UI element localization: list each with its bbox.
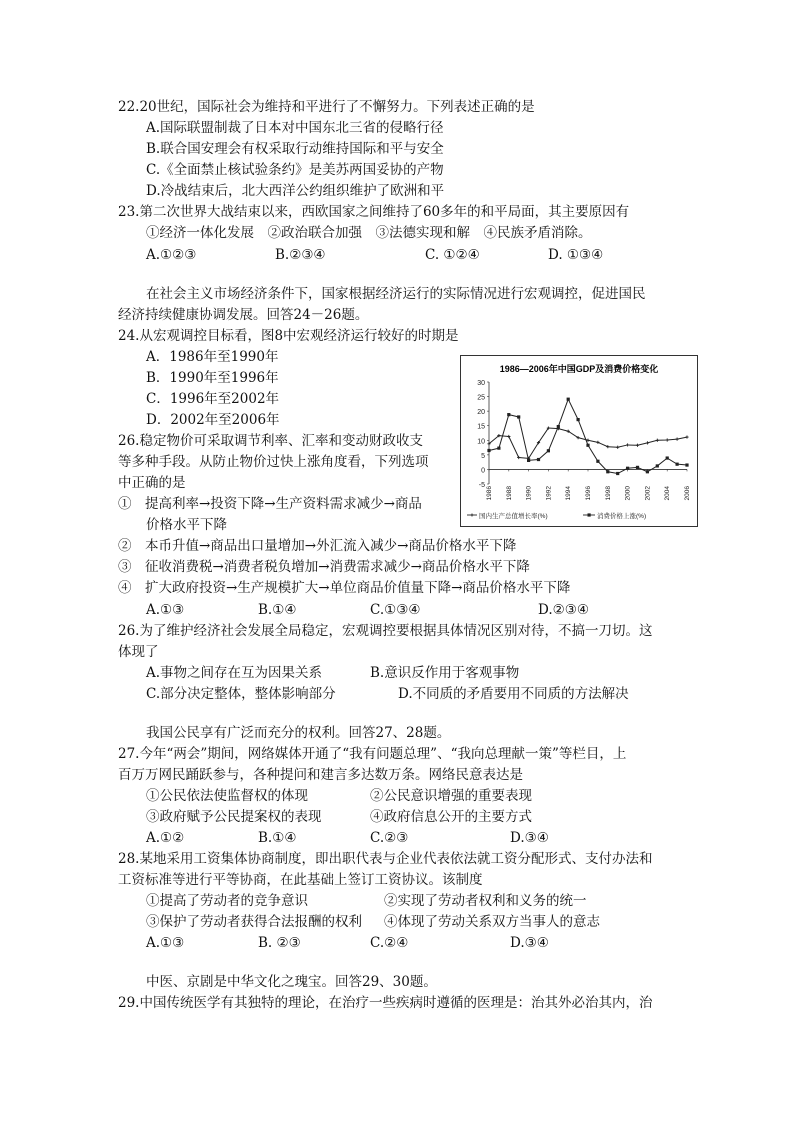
cpi-point <box>487 449 490 452</box>
q26-option-c: C.部分决定整体，整体影响部分 <box>146 686 336 702</box>
cpi-point <box>646 470 649 473</box>
q25-option-3: ③ 征收消费税→消费者税负增加→消费需求减少→商品价格水平下降 <box>118 559 530 575</box>
legend-gdp-label: 国内生产总值增长率(%) <box>479 513 548 520</box>
q26-option-a: A.事物之间存在互为因果关系 <box>146 665 323 681</box>
q28-choice-c: C.②④ <box>370 935 409 951</box>
q25-stem-line1: 26.稳定物价可采取调节利率、汇率和变动财政收支 <box>118 433 423 449</box>
q25-stem-line2: 等多种手段。从防止物价过快上涨角度看，下列选项 <box>118 454 429 470</box>
cpi-point <box>596 460 599 463</box>
q22-option-d: D.冷战结束后，北大西洋公约组织维护了欧洲和平 <box>146 183 445 199</box>
series-line-gdp <box>489 428 687 458</box>
series-line-cpi <box>489 399 687 473</box>
y-tick-label: -5 <box>478 482 485 489</box>
gdp-point <box>626 443 629 446</box>
intro-24-line1: 在社会主义市场经济条件下，国家根据经济运行的实际情况进行宏观调控，促进国民 <box>146 286 646 302</box>
cpi-point <box>656 464 659 467</box>
cpi-point <box>616 472 619 475</box>
y-tick-label: 20 <box>477 409 485 417</box>
q27-option-4: ④政府信息公开的主要方式 <box>370 809 532 825</box>
cpi-point <box>527 459 530 462</box>
cpi-point <box>507 413 510 416</box>
q28-option-1: ①提高了劳动者的竞争意识 <box>146 893 308 909</box>
cpi-point <box>626 467 629 470</box>
q27-option-2: ②公民意识增强的重要表现 <box>370 788 532 804</box>
gdp-point <box>636 444 639 447</box>
y-tick-label: 0 <box>481 467 485 475</box>
q25-stem-line3: 中正确的是 <box>118 475 186 491</box>
legend-cpi-label: 消费价格上涨(%) <box>597 513 647 520</box>
q28-option-2: ②实现了劳动者权利和义务的统一 <box>384 893 587 909</box>
y-tick-label: 15 <box>477 423 485 431</box>
x-tick-label: 1994 <box>565 486 573 501</box>
y-tick-label: 10 <box>477 438 485 446</box>
q28-option-3: ③保护了劳动者获得合法报酬的权利 <box>146 914 362 930</box>
cpi-point <box>497 447 500 450</box>
q26-stem-line2: 体现了 <box>118 644 159 660</box>
intro-27: 我国公民享有广泛而充分的权利。回答27、28题。 <box>146 725 451 741</box>
gdp-point <box>676 438 679 441</box>
gdp-point <box>616 446 619 449</box>
q23-options: ①经济一体化发展 ②政治联合加强 ③法德实现和解 ④民族矛盾消除。 <box>146 225 592 241</box>
cpi-point <box>586 444 589 447</box>
q26-option-b: B.意识反作用于客观事物 <box>370 665 520 681</box>
q27-choice-d: D.③④ <box>510 830 549 846</box>
q22-stem: 22.20世纪，国际社会为维持和平进行了不懈努力。下列表述正确的是 <box>118 99 535 115</box>
q24-option-d: D．2002年至2006年 <box>146 412 280 428</box>
q22-option-c: C.《全面禁止核试验条约》是美苏两国妥协的产物 <box>146 162 444 178</box>
gdp-cpi-chart <box>460 355 698 527</box>
q24-option-a: A．1986年至1990年 <box>146 349 279 365</box>
q22-option-b: B.联合国安理会有权采取行动维持国际和平与安全 <box>146 141 444 157</box>
q22-option-a: A.国际联盟制裁了日本对中国东北三省的侵略行径 <box>146 120 444 136</box>
q27-choice-c: C.②③ <box>370 830 409 846</box>
gdp-point <box>656 439 659 442</box>
gdp-point <box>606 445 609 448</box>
legend-cpi-marker <box>588 513 591 516</box>
q29-stem-line1: 29.中国传统医学有其独特的理论，在治疗一些疾病时遵循的医理是：治其外必治其内，治 <box>118 995 653 1011</box>
gdp-point <box>517 456 520 459</box>
q27-choice-b: B.①④ <box>258 830 297 846</box>
q23-choice-b: B.②③④ <box>275 247 326 263</box>
gdp-point <box>596 441 599 444</box>
legend-gdp-marker <box>471 514 474 517</box>
x-tick-label: 1986 <box>486 486 493 501</box>
q25-choice-b: B.①④ <box>258 602 297 618</box>
gdp-point <box>666 438 669 441</box>
q28-stem-line2: 工资标准等进行平等协商，在此基础上签订工资协议。该制度 <box>118 872 483 888</box>
q24-option-c: C．1996年至2002年 <box>146 391 280 407</box>
cpi-point <box>666 456 669 459</box>
gdp-point <box>507 435 510 438</box>
q27-option-1: ①公民依法使监督权的体现 <box>146 788 308 804</box>
q28-choice-b: B. ②③ <box>258 935 301 951</box>
cpi-point <box>557 425 560 428</box>
x-tick-label: 2004 <box>664 486 672 501</box>
q25-choice-d: D.②③④ <box>538 602 589 618</box>
cpi-point <box>567 398 570 401</box>
intro-29: 中医、京剧是中华文化之瑰宝。回答29、30题。 <box>146 974 437 990</box>
q25-option-1a: ① 提高利率→投资下降→生产资料需求减少→商品 <box>118 496 422 512</box>
x-tick-label: 1988 <box>505 486 513 501</box>
q25-choice-c: C.①③④ <box>370 602 421 618</box>
cpi-point <box>577 418 580 421</box>
cpi-point <box>547 449 550 452</box>
chart-title: 1986—2006年中国GDP及消费价格变化 <box>499 364 659 374</box>
q23-choice-c: C. ①②④ <box>425 247 480 263</box>
q27-stem-line1: 27.今年“两会”期间，网络媒体开通了“我有问题总理”、“我向总理献一策”等栏目，上 <box>118 746 627 762</box>
y-tick-label: 30 <box>477 380 485 387</box>
cpi-point <box>636 466 639 469</box>
x-tick-label: 1992 <box>545 486 553 501</box>
q27-option-3: ③政府赋予公民提案权的表现 <box>146 809 322 825</box>
q24-stem: 24.从宏观调控目标看，图8中宏观经济运行较好的时期是 <box>118 328 459 344</box>
q28-option-4: ④体现了劳动关系双方当事人的意志 <box>384 914 600 930</box>
q28-stem-line1: 28.某地采用工资集体协商制度，即出职代表与企业代表依法就工资分配形式、支付办法和 <box>118 851 653 867</box>
q28-choice-a: A.①③ <box>146 935 185 951</box>
x-tick-label: 1996 <box>585 486 592 501</box>
cpi-point <box>517 415 520 418</box>
q26-option-d: D.不同质的矛盾要用不同质的方法解决 <box>398 686 629 702</box>
x-tick-label: 2002 <box>644 486 652 501</box>
x-tick-label: 2006 <box>684 486 691 501</box>
x-tick-label: 2000 <box>624 486 632 501</box>
y-tick-label: 5 <box>481 452 485 460</box>
q25-option-4: ④ 扩大政府投资→生产规模扩大→单位商品价值量下降→商品价格水平下降 <box>118 580 571 596</box>
cpi-point <box>685 463 688 466</box>
q24-option-b: B．1990年至1996年 <box>146 370 279 386</box>
q23-choice-d: D. ①③④ <box>548 247 604 263</box>
cpi-point <box>676 463 679 466</box>
x-tick-label: 1990 <box>525 486 533 501</box>
q28-choice-d: D.③④ <box>510 935 549 951</box>
chart-svg <box>461 356 697 526</box>
q26-stem-line1: 26.为了维护经济社会发展全局稳定，宏观调控要根据具体情况区别对待，不搞一刀切。这 <box>118 623 653 639</box>
cpi-point <box>606 470 609 473</box>
q25-option-1b: 价格水平下降 <box>146 517 227 533</box>
y-tick-label: 25 <box>477 394 485 402</box>
q27-stem-line2: 百万万网民踊跃参与，各种提问和建言多达数万条。网络民意表达是 <box>118 767 523 783</box>
q23-choice-a: A.①②③ <box>146 247 197 263</box>
x-tick-label: 1998 <box>604 486 612 501</box>
q27-choice-a: A.①② <box>146 830 185 846</box>
gdp-point <box>685 435 688 438</box>
gdp-point <box>646 441 649 444</box>
q23-stem: 23.第二次世界大战结束以来，西欧国家之间维持了60多年的和平局面，其主要原因有 <box>118 204 630 220</box>
cpi-point <box>537 458 540 461</box>
q25-option-2: ② 本币升值→商品出口量增加→外汇流入减少→商品价格水平下降 <box>118 538 517 554</box>
q25-choice-a: A.①③ <box>146 602 185 618</box>
intro-24-line2: 经济持续健康协调发展。回答24－26题。 <box>118 307 369 323</box>
